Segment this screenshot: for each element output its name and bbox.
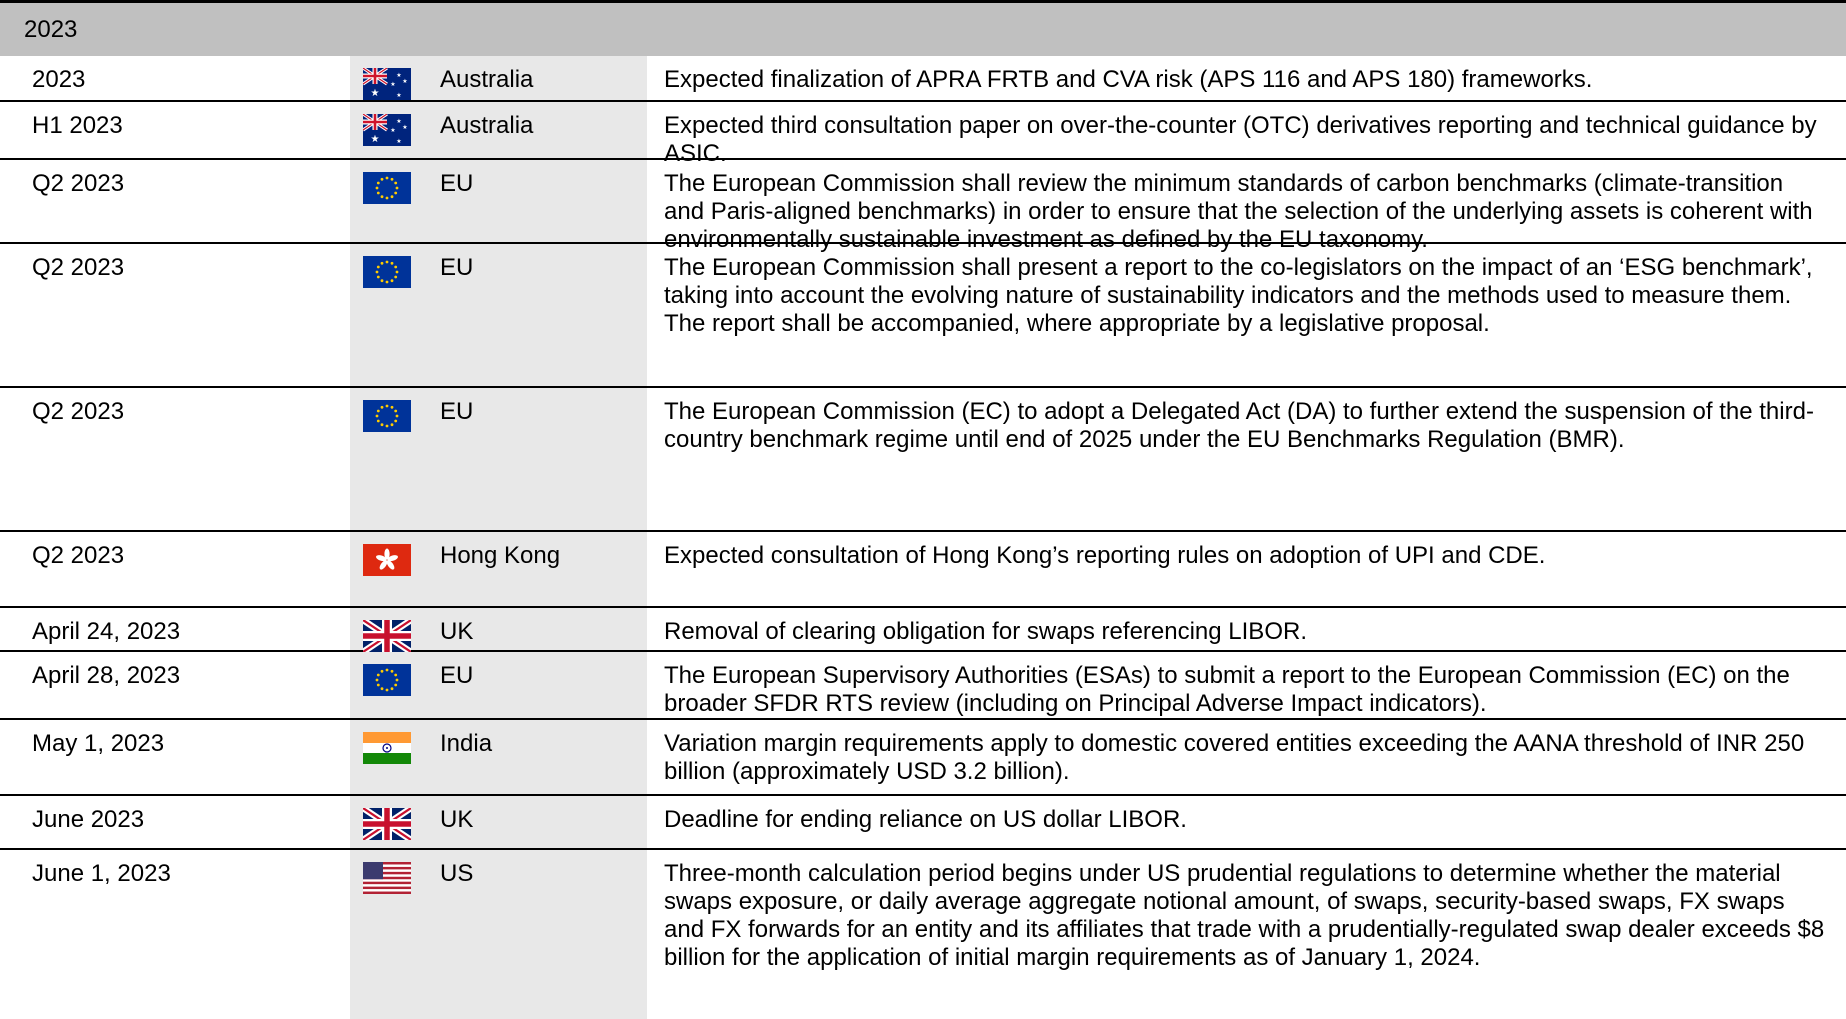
- eu-flag-icon: [363, 172, 411, 204]
- row-description: Expected finalization of APRA FRTB and CVA risk (APS 116 and APS 180) frameworks.: [664, 66, 1593, 93]
- row-date: June 2023: [32, 806, 145, 833]
- row-country: EU: [440, 398, 474, 425]
- row-description: Variation margin requirements apply to domestic covered entities exceeding the AANA threshold of INR 250 billion (approximately USD 3.2 billion).: [664, 730, 1805, 785]
- row-country: Australia: [440, 66, 534, 93]
- table-row: [0, 244, 1846, 388]
- table-row: [0, 388, 1846, 532]
- row-country: India: [440, 730, 493, 757]
- row-description: The European Commission shall present a report to the co-legislators on the impact of an ‘ESG benchmark’, taking into account the evolving nature of sustainability indicators and the methods used to measure them. The report shall be accompanied, where appropriate by a legislative proposal.: [664, 254, 1813, 337]
- india-flag-icon: [363, 732, 411, 764]
- uk-flag-icon: [363, 620, 411, 652]
- row-date: Q2 2023: [32, 542, 125, 569]
- uk-flag-icon: [363, 808, 411, 840]
- table-row: [0, 720, 1846, 796]
- row-description: The European Commission shall review the minimum standards of carbon benchmarks (climate-transition and Paris-aligned benchmarks) in order to ensure that the selection of the underlying assets is coherent with environmentally sustainable investment as defined by the EU taxonomy.: [664, 170, 1813, 253]
- table-row: [0, 850, 1846, 1019]
- row-date: April 28, 2023: [32, 662, 181, 689]
- row-date: June 1, 2023: [32, 860, 171, 887]
- row-date: May 1, 2023: [32, 730, 165, 757]
- row-description: The European Commission (EC) to adopt a Delegated Act (DA) to further extend the suspension of the third-country benchmark regime until end of 2025 under the EU Benchmarks Regulation (BMR).: [664, 398, 1814, 453]
- year-header-row: [0, 0, 1846, 56]
- year-header-label: 2023: [24, 16, 78, 43]
- row-description: The European Supervisory Authorities (ESAs) to submit a report to the European Commission (EC) on the broader SFDR RTS review (including on Principal Adverse Impact indicators).: [664, 662, 1790, 717]
- row-country: Australia: [440, 112, 534, 139]
- row-date: Q2 2023: [32, 170, 125, 197]
- row-description: Removal of clearing obligation for swaps referencing LIBOR.: [664, 618, 1307, 645]
- australia-flag-icon: [363, 68, 411, 100]
- eu-flag-icon: [363, 256, 411, 288]
- table-row: [0, 532, 1846, 608]
- row-country: EU: [440, 170, 474, 197]
- eu-flag-icon: [363, 664, 411, 696]
- table-row: [0, 160, 1846, 253]
- row-date: H1 2023: [32, 112, 123, 139]
- australia-flag-icon: [363, 114, 411, 146]
- row-description: Deadline for ending reliance on US dollar LIBOR.: [664, 806, 1187, 833]
- row-country: EU: [440, 254, 474, 281]
- table-row: [0, 56, 1846, 102]
- table-row: [0, 796, 1846, 850]
- us-flag-icon: [363, 862, 411, 894]
- row-date: 2023: [32, 66, 86, 93]
- row-description: Three-month calculation period begins under US prudential regulations to determine whether the material swaps exposure, or daily average aggregate notional amount, of swaps, security-based swaps, FX swaps and FX forwards for an entity and its affiliates that trade with a prudentially-regulated swap dealer exceeds $8 billion for the application of initial margin requirements as of January 1, 2024.: [664, 860, 1825, 971]
- row-country: EU: [440, 662, 474, 689]
- row-country: US: [440, 860, 474, 887]
- table-row: [0, 608, 1846, 652]
- table-row: [0, 652, 1846, 720]
- eu-flag-icon: [363, 400, 411, 432]
- row-date: Q2 2023: [32, 398, 125, 425]
- row-country: UK: [440, 618, 474, 645]
- row-date: April 24, 2023: [32, 618, 181, 645]
- table-row: [0, 102, 1846, 167]
- hong-kong-flag-icon: [363, 544, 411, 576]
- row-description: Expected third consultation paper on over-the-counter (OTC) derivatives reporting and technical guidance by ASIC.: [664, 112, 1817, 167]
- row-date: Q2 2023: [32, 254, 125, 281]
- row-country: Hong Kong: [440, 542, 561, 569]
- row-description: Expected consultation of Hong Kong’s reporting rules on adoption of UPI and CDE.: [664, 542, 1546, 569]
- row-country: UK: [440, 806, 474, 833]
